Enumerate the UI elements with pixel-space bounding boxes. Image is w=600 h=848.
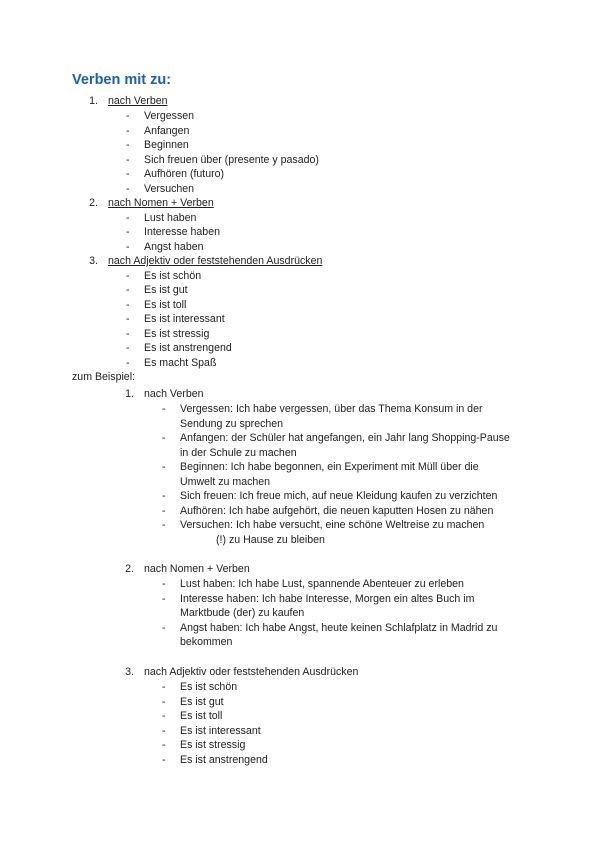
bullet-dash: - bbox=[162, 710, 166, 722]
list-item: Anfangen bbox=[144, 124, 190, 137]
bullet-dash: - bbox=[126, 226, 130, 238]
bullet-dash: - bbox=[162, 724, 166, 737]
list-number: 3. bbox=[89, 255, 98, 267]
example-sentence: Es ist interessant bbox=[180, 724, 261, 737]
bullet-dash: - bbox=[126, 240, 130, 253]
example-sentence-cont: Marktbude (der) zu kaufen bbox=[180, 607, 305, 619]
bullet-dash: - bbox=[126, 110, 130, 122]
list-item: Es ist anstrengend bbox=[144, 342, 232, 354]
example-sentence: Anfangen: der Schüler hat angefangen, ein Jahr lang Shopping-Pause bbox=[180, 432, 510, 444]
section-heading: nach Verben bbox=[144, 388, 204, 400]
bullet-dash: - bbox=[126, 124, 130, 137]
example-sentence: Es ist schön bbox=[180, 681, 238, 693]
example-sentence: Beginnen: Ich habe begonnen, ein Experiment mit Müll über die bbox=[180, 461, 479, 473]
bullet-dash: - bbox=[126, 139, 130, 151]
bullet-dash: - bbox=[126, 356, 130, 369]
list-item: Beginnen bbox=[144, 139, 189, 151]
example-sentence: Lust haben: Ich habe Lust, spannende Abenteuer zu erleben bbox=[180, 578, 464, 590]
bullet-dash: - bbox=[162, 739, 166, 751]
list-number: 1. bbox=[89, 95, 98, 107]
bullet-dash: - bbox=[162, 695, 166, 708]
example-sentence: Es ist stressig bbox=[180, 739, 246, 751]
list-item: Angst haben bbox=[144, 240, 204, 253]
section-heading: nach Verben bbox=[108, 95, 168, 107]
bullet-dash: - bbox=[162, 504, 166, 517]
bullet-dash: - bbox=[162, 490, 166, 502]
example-sentence-cont: in der Schule zu machen bbox=[180, 446, 297, 459]
example-sentence-cont: Sendung zu sprechen bbox=[180, 417, 284, 430]
example-sentence: Interesse haben: Ich habe Interesse, Morgen ein altes Buch im bbox=[180, 592, 475, 605]
example-sentence: Es ist gut bbox=[180, 695, 224, 708]
bullet-dash: - bbox=[162, 578, 166, 590]
list-item: Vergessen bbox=[144, 110, 195, 122]
example-sentence-cont: Umwelt zu machen bbox=[180, 475, 271, 488]
bullet-dash: - bbox=[126, 182, 130, 195]
example-sentence: Vergessen: Ich habe vergessen, über das Thema Konsum in der bbox=[180, 403, 483, 415]
bullet-dash: - bbox=[126, 211, 130, 224]
list-item: Es ist gut bbox=[144, 284, 188, 296]
bullet-dash: - bbox=[126, 153, 130, 166]
bullet-dash: - bbox=[126, 342, 130, 354]
example-sentence: Es ist toll bbox=[180, 710, 223, 722]
example-sentence-cont: bekommen bbox=[180, 636, 233, 648]
bullet-dash: - bbox=[162, 592, 166, 605]
bullet-dash: - bbox=[162, 461, 166, 473]
bullet-dash: - bbox=[162, 681, 166, 693]
list-item: Interesse haben bbox=[144, 226, 220, 238]
list-item: Es macht Spaß bbox=[144, 356, 217, 369]
bullet-dash: - bbox=[162, 519, 166, 531]
bullet-dash: - bbox=[162, 432, 166, 444]
list-item: Es ist interessant bbox=[144, 313, 225, 325]
section-heading: nach Nomen + Verben bbox=[144, 563, 250, 575]
bullet-dash: - bbox=[126, 168, 130, 180]
list-item: Lust haben bbox=[144, 211, 197, 224]
bullet-dash: - bbox=[162, 753, 166, 766]
list-item: Sich freuen über (presente y pasado) bbox=[144, 153, 319, 166]
list-item: Es ist toll bbox=[144, 298, 187, 311]
example-sentence: Versuchen: Ich habe versucht, eine schöne Weltreise zu machen bbox=[180, 519, 485, 531]
bullet-dash: - bbox=[126, 269, 130, 282]
example-label: zum Beispiel: bbox=[72, 371, 135, 383]
list-number: 3. bbox=[125, 666, 134, 678]
example-note: (!) zu Hause zu bleiben bbox=[216, 534, 325, 546]
list-item: Es ist stressig bbox=[144, 327, 210, 340]
example-sentence: Es ist anstrengend bbox=[180, 753, 268, 766]
bullet-dash: - bbox=[162, 621, 166, 634]
bullet-dash: - bbox=[126, 327, 130, 340]
bullet-dash: - bbox=[126, 313, 130, 325]
list-number: 1. bbox=[125, 388, 134, 400]
list-number: 2. bbox=[125, 563, 134, 575]
list-item: Es ist schön bbox=[144, 269, 202, 282]
bullet-dash: - bbox=[126, 298, 130, 311]
example-sentence: Sich freuen: Ich freue mich, auf neue Kleidung kaufen zu verzichten bbox=[180, 490, 498, 502]
section-heading: nach Adjektiv oder feststehenden Ausdrücken bbox=[144, 666, 359, 678]
list-number: 2. bbox=[89, 197, 98, 209]
bullet-dash: - bbox=[162, 403, 166, 415]
example-sentence: Aufhören: Ich habe aufgehört, die neuen kaputten Hosen zu nähen bbox=[180, 504, 494, 517]
page-title: Verben mit zu: bbox=[72, 72, 172, 88]
section-heading: nach Nomen + Verben bbox=[108, 197, 214, 209]
section-heading: nach Adjektiv oder feststehenden Ausdrücken bbox=[108, 255, 323, 267]
example-sentence: Angst haben: Ich habe Angst, heute keinen Schlafplatz in Madrid zu bbox=[180, 621, 498, 634]
bullet-dash: - bbox=[126, 284, 130, 296]
list-item: Aufhören (futuro) bbox=[144, 168, 225, 180]
list-item: Versuchen bbox=[144, 182, 195, 195]
